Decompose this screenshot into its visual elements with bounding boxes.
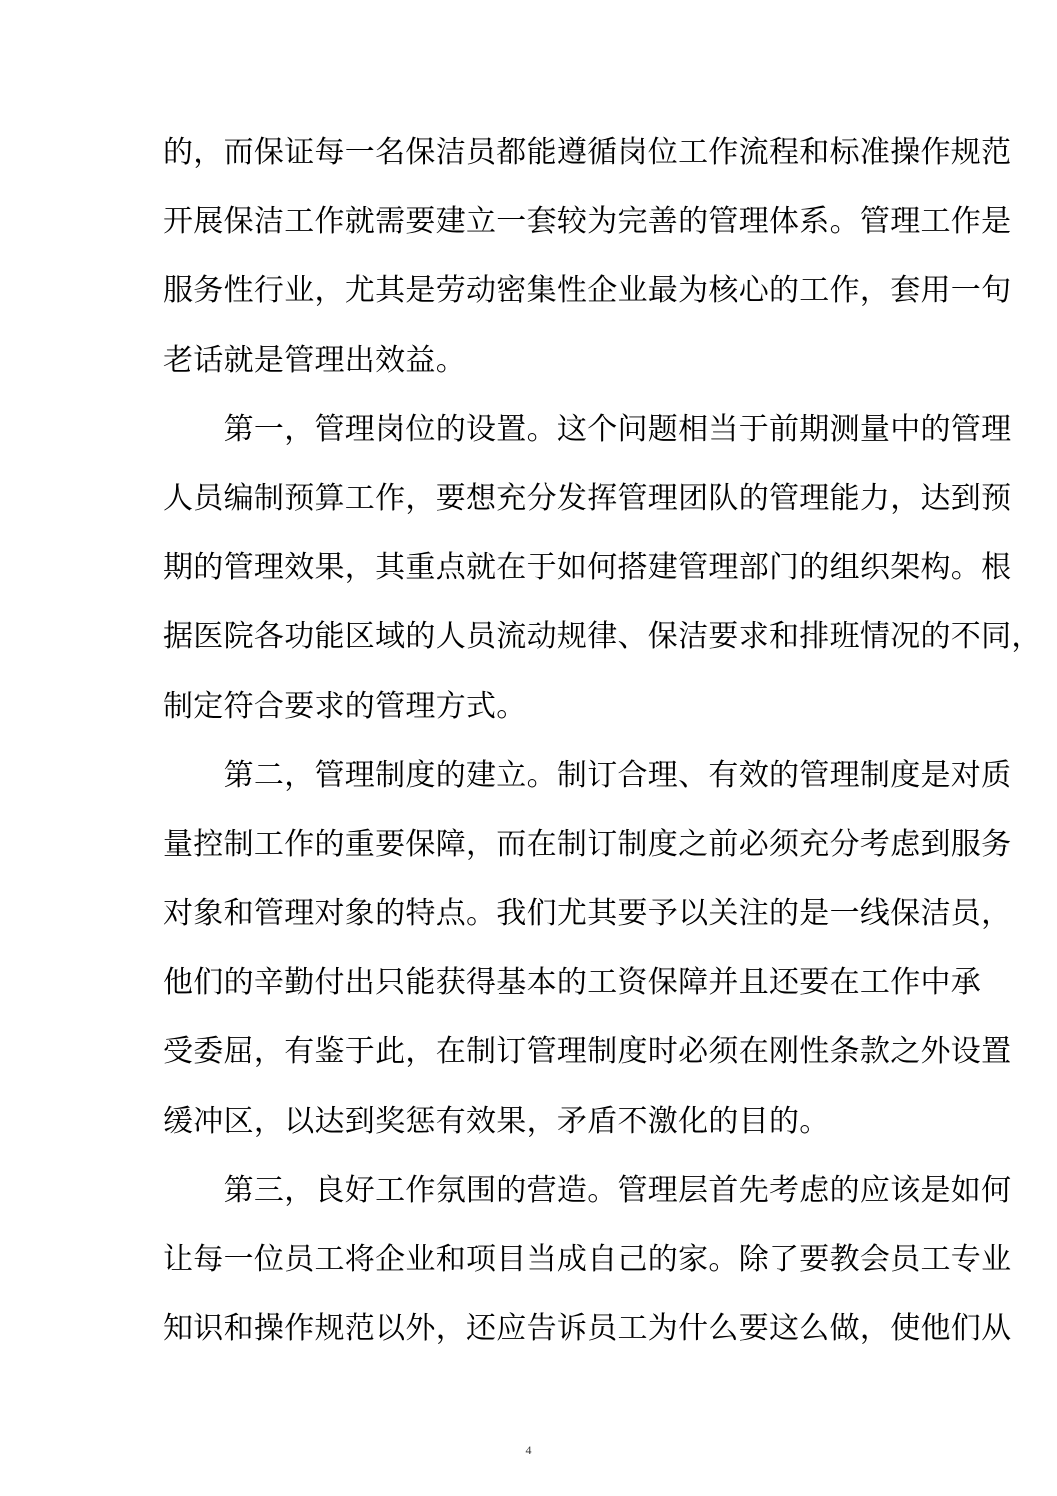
text-line: 老话就是管理出效益。 bbox=[163, 342, 466, 378]
text-line: 制定符合要求的管理方式。 bbox=[163, 688, 527, 724]
text-line: 开展保洁工作就需要建立一套较为完善的管理体系。管理工作是 bbox=[163, 204, 1012, 240]
text-line: 期的管理效果，其重点就在于如何搭建管理部门的组织架构。根 bbox=[163, 550, 1012, 586]
text-line: 缓冲区，以达到奖惩有效果，矛盾不激化的目的。 bbox=[163, 1103, 830, 1139]
text-line: 对象和管理对象的特点。我们尤其要予以关注的是一线保洁员， bbox=[163, 896, 1012, 932]
text-line: 量控制工作的重要保障，而在制订制度之前必须充分考虑到服务 bbox=[163, 826, 1012, 862]
text-line: 知识和操作规范以外，还应告诉员工为什么要这么做，使他们从 bbox=[163, 1311, 1012, 1347]
text-line: 第二，管理制度的建立。制订合理、有效的管理制度是对质 bbox=[163, 757, 1012, 793]
body-text bbox=[163, 118, 1042, 1363]
text-line: 第三，良好工作氛围的营造。管理层首先考虑的应该是如何 bbox=[163, 1172, 1012, 1208]
text-line: 的，而保证每一名保洁员都能遵循岗位工作流程和标准操作规范 bbox=[163, 135, 1012, 170]
page-number: 4 bbox=[525, 1443, 532, 1457]
text-line: 第一，管理岗位的设置。这个问题相当于前期测量中的管理 bbox=[163, 411, 1012, 447]
text-line: 让每一位员工将企业和项目当成自己的家。除了要教会员工专业 bbox=[163, 1242, 1012, 1277]
text-line: 服务性行业，尤其是劳动密集性企业最为核心的工作，套用一句 bbox=[163, 273, 1012, 309]
text-line: 受委屈，有鉴于此，在制订管理制度时必须在刚性条款之外设置 bbox=[163, 1034, 1012, 1070]
text-line: 据医院各功能区域的人员流动规律、保洁要求和排班情况的不同， bbox=[163, 619, 1042, 655]
text-line: 他们的辛勤付出只能获得基本的工资保障并且还要在工作中承 bbox=[163, 965, 982, 1001]
text-line: 人员编制预算工作，要想充分发挥管理团队的管理能力，达到预 bbox=[163, 480, 1012, 516]
